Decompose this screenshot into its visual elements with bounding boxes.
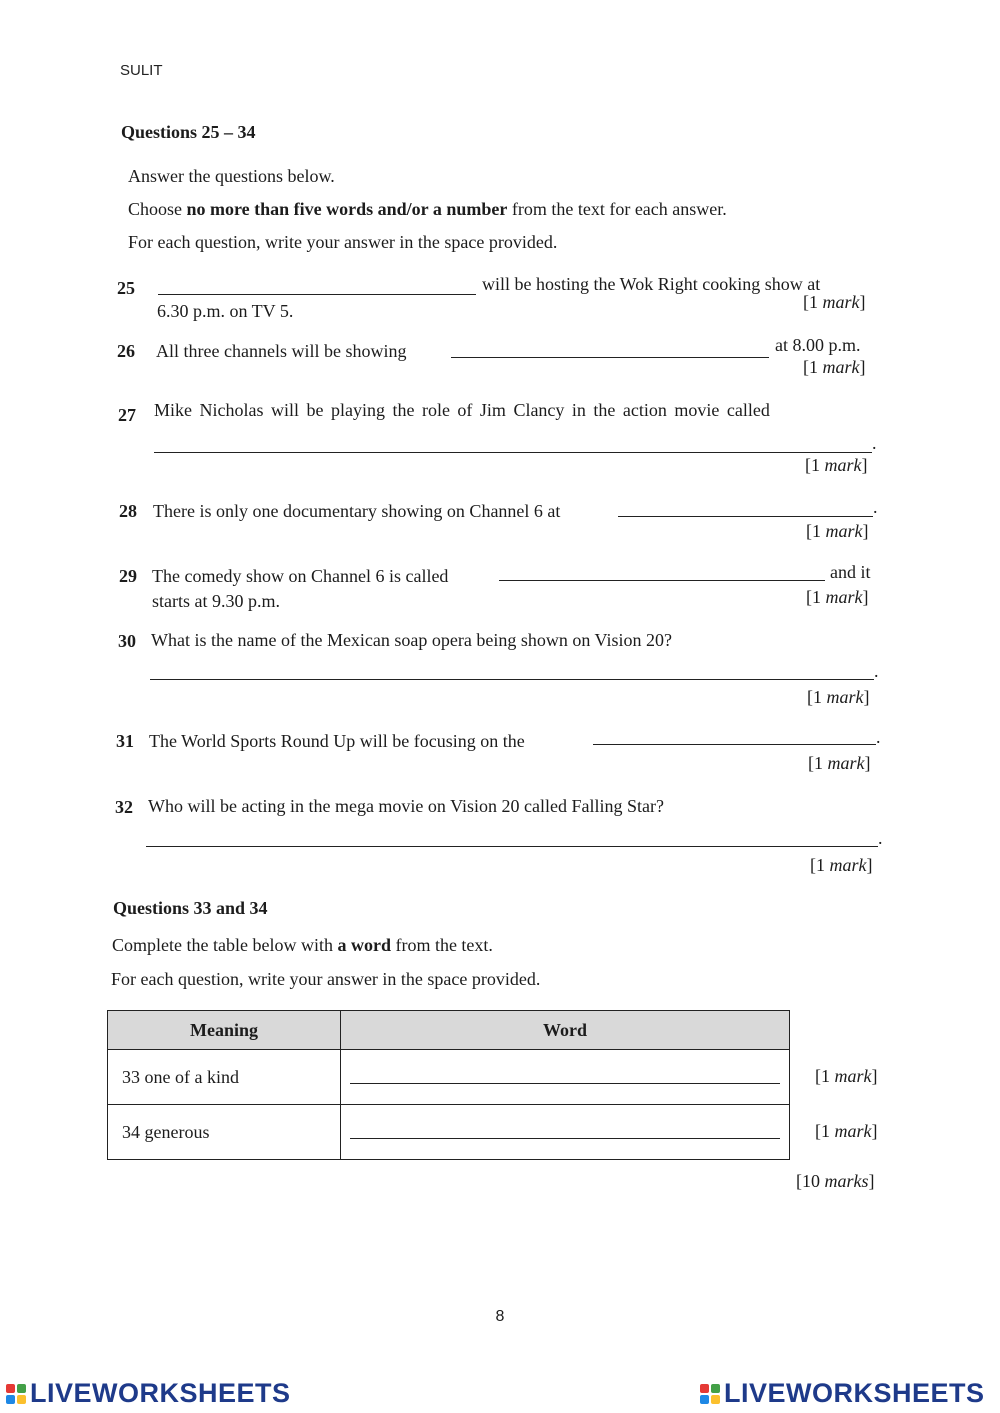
question-30-number: 30 (118, 631, 136, 651)
question-32-answer-line[interactable] (146, 846, 878, 847)
question-31-period: . (876, 727, 881, 747)
question-26-number: 26 (117, 341, 135, 361)
question-32-period: . (878, 828, 883, 848)
table-row (108, 1050, 790, 1105)
section-2-instruction-1: Complete the table below with a word from the text. (112, 935, 493, 955)
question-29-text: The comedy show on Channel 6 is called (152, 566, 449, 586)
question-28-mark: [1 mark] (806, 521, 869, 541)
instruction-1: Answer the questions below. (128, 166, 335, 186)
meaning-word-table (107, 1010, 790, 1160)
question-29-mark: [1 mark] (806, 587, 869, 607)
question-26-text-after: at 8.00 p.m. (775, 335, 861, 355)
question-27-period: . (872, 433, 877, 453)
brand-name: LIVEWORKSHEETS (30, 1378, 291, 1408)
table-row (108, 1105, 790, 1160)
question-26-text: All three channels will be showing (156, 341, 407, 361)
sulit-label: SULIT (120, 62, 163, 79)
section-2-instruction-2: For each question, write your answer in the space provided. (111, 969, 541, 989)
question-31-mark: [1 mark] (808, 753, 871, 773)
question-25-number: 25 (117, 278, 135, 298)
question-31-answer-line[interactable] (593, 744, 876, 745)
question-32-number: 32 (115, 797, 133, 817)
question-30-text: What is the name of the Mexican soap opera being shown on Vision 20? (151, 630, 672, 650)
question-30-mark: [1 mark] (807, 687, 870, 707)
question-26-answer-line[interactable] (451, 357, 769, 358)
question-32-text: Who will be acting in the mega movie on Vision 20 called Falling Star? (148, 796, 664, 816)
question-29-number: 29 (119, 566, 137, 586)
question-28-answer-line[interactable] (618, 516, 873, 517)
question-28-period: . (873, 497, 878, 517)
logo-grid-icon (700, 1384, 720, 1404)
brand-name: LIVEWORKSHEETS (724, 1378, 985, 1408)
question-25-text-line2: 6.30 p.m. on TV 5. (157, 301, 294, 321)
question-28-text: There is only one documentary showing on Channel 6 at (153, 501, 561, 521)
question-29-text-line2: starts at 9.30 p.m. (152, 591, 280, 611)
question-29-answer-line[interactable] (499, 580, 825, 581)
instruction-2: Choose no more than five words and/or a number from the text for each answer. (128, 199, 727, 219)
logo-grid-icon (6, 1384, 26, 1404)
question-26-mark: [1 mark] (803, 357, 866, 377)
question-27-text: Mike Nicholas will be playing the role of Jim Clancy in the action movie called (154, 400, 770, 420)
row-34-meaning: 34 generous (108, 1105, 341, 1160)
question-31-number: 31 (116, 731, 134, 751)
liveworksheets-logo-right[interactable] (700, 1378, 985, 1409)
section-2-title: Questions 33 and 34 (113, 898, 268, 918)
question-32-mark: [1 mark] (810, 855, 873, 875)
question-30-answer-line[interactable] (150, 679, 874, 680)
row-34-word-cell (341, 1105, 790, 1160)
question-31-text: The World Sports Round Up will be focusing on the (149, 731, 525, 751)
header-word: Word (341, 1011, 790, 1050)
total-marks: [10 marks] (796, 1171, 875, 1191)
question-25-text: will be hosting the Wok Right cooking show at (482, 274, 821, 294)
row-33-word-cell (341, 1050, 790, 1105)
question-34-mark: [1 mark] (815, 1121, 878, 1141)
question-25-answer-line[interactable] (158, 294, 476, 295)
question-33-answer-line[interactable] (350, 1083, 780, 1084)
question-29-text-after: and it (830, 562, 871, 582)
row-33-meaning: 33 one of a kind (108, 1050, 341, 1105)
question-33-mark: [1 mark] (815, 1066, 878, 1086)
question-30-period: . (874, 661, 879, 681)
liveworksheets-logo-left[interactable] (6, 1378, 291, 1409)
question-34-answer-line[interactable] (350, 1138, 780, 1139)
instruction-3: For each question, write your answer in the space provided. (128, 232, 558, 252)
page-number: 8 (495, 1308, 505, 1325)
question-27-answer-line[interactable] (154, 452, 872, 453)
question-27-mark: [1 mark] (805, 455, 868, 475)
question-28-number: 28 (119, 501, 137, 521)
header-meaning: Meaning (108, 1011, 341, 1050)
question-27-number: 27 (118, 405, 136, 425)
table-header-row (108, 1011, 790, 1050)
question-25-mark: [1 mark] (803, 292, 866, 312)
section-title: Questions 25 – 34 (121, 122, 256, 142)
